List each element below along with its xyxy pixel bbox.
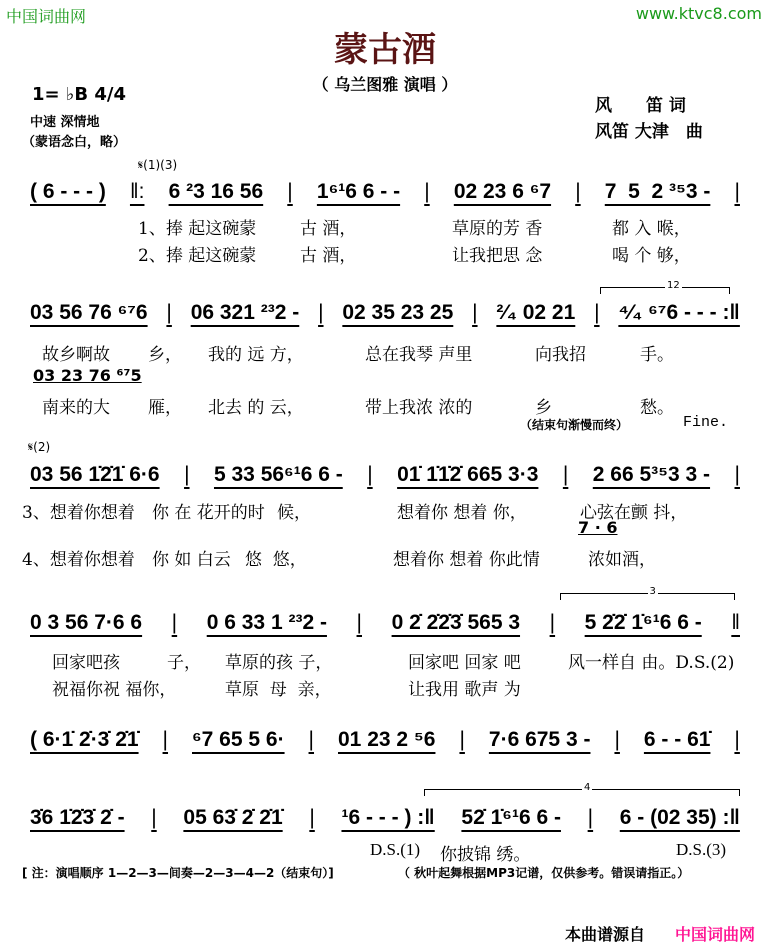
measure: 02 23 6 ⁶7 xyxy=(453,180,552,203)
barline: | xyxy=(287,180,293,203)
transcription-credit: （ 秋叶起舞根据MP3记谱，仅供参考。错误请指正。） xyxy=(398,866,690,880)
measure: 03 56 76 ⁶⁷6 xyxy=(30,301,148,324)
lyric: 子， xyxy=(167,653,201,673)
tuplet-bracket xyxy=(560,586,735,600)
lyric: 你披锦 绣。 xyxy=(440,845,531,865)
barline: | xyxy=(318,301,324,324)
lyric: 2、捧 起这碗蒙 xyxy=(138,246,257,266)
lyric: 故乡啊故 xyxy=(42,345,110,365)
lyric: 回家吧 回家 吧 xyxy=(408,653,521,673)
composer: 风笛 大津 曲 xyxy=(595,122,703,142)
barline: | xyxy=(424,180,430,203)
lyricist: 风 笛 词 xyxy=(595,96,686,116)
lyric: 喝 个 够， xyxy=(612,246,691,266)
lyric: 你 如 白云 xyxy=(152,550,231,570)
measure: 52̇ 1̇⁶¹6 6 - xyxy=(461,806,561,829)
score-line-1 xyxy=(30,180,740,204)
barline: | xyxy=(734,728,740,751)
barline: | xyxy=(356,611,362,634)
lyric: 想着你 想着 你此情 xyxy=(393,550,540,570)
lyric: 古 酒， xyxy=(300,246,357,266)
barline: | xyxy=(549,611,556,634)
score-line-2 xyxy=(30,301,740,325)
ds-mark: D.S.(3) xyxy=(676,840,727,859)
remark: （蒙语念白，略） xyxy=(22,135,127,150)
lyric: 北去 的 云， xyxy=(208,398,304,418)
lyric: 草原的孩 子， xyxy=(225,653,333,673)
lyric: 乡 xyxy=(535,398,552,418)
lyric: 雁， xyxy=(148,398,182,418)
lyric: 我的 远 方， xyxy=(208,345,304,365)
lyric: 3、想着你想着 xyxy=(22,503,135,523)
measure: 0 6 33 1 ²³2 - xyxy=(206,611,327,634)
measure: 5 33 56⁶¹6 6 - xyxy=(213,463,343,486)
bracket-label: 12 xyxy=(667,280,680,291)
measure: 6 - (02 35) :‖ xyxy=(619,806,740,829)
measure: 6 ²3 16 56 xyxy=(168,180,264,203)
lyric: 乡， xyxy=(148,345,182,365)
barline: | xyxy=(575,180,581,203)
key-signature: 1= ♭B 4/4 xyxy=(32,84,126,105)
barline: | xyxy=(459,728,465,751)
measure: ⁶7 65 5 6· xyxy=(192,728,285,751)
barline: | xyxy=(562,463,569,486)
barline: ‖ xyxy=(731,611,740,634)
site-url[interactable]: www.ktvc8.com xyxy=(635,4,762,23)
volta-bracket xyxy=(424,782,740,796)
lyric: 向我招 xyxy=(535,345,586,365)
barline: | xyxy=(171,611,178,634)
measure: 7 5 2 ³⁵3 - xyxy=(604,180,711,203)
measure: 01 23 2 ⁵6 xyxy=(338,728,436,751)
barline: | xyxy=(734,180,740,203)
lyric: 心弦在颤 抖， xyxy=(580,503,688,523)
measure: ¹6 - - - ) :‖ xyxy=(341,806,435,829)
measure: 02 35 23 25 xyxy=(342,301,454,324)
barline: | xyxy=(162,728,169,751)
measure: 5 2̇2̇ 1̇⁶¹6 6 - xyxy=(584,611,702,634)
bracket-label: 4 xyxy=(584,782,591,793)
barline: | xyxy=(734,463,740,486)
lyric: 回家吧孩 xyxy=(52,653,120,673)
lyric: 总在我琴 声里 xyxy=(365,345,473,365)
measure: 0 3 56 7·6 6 xyxy=(30,611,143,634)
barline: | xyxy=(472,301,478,324)
barline: | xyxy=(309,806,315,829)
source-label: 本曲谱源自 xyxy=(565,925,646,944)
ds-mark: D.S.(1) xyxy=(370,840,421,859)
lyric: 你 在 花开的时 xyxy=(152,503,265,523)
lyric: 1、捧 起这碗蒙 xyxy=(138,219,257,239)
measure: 3̇6 1̇2̇3̇ 2̇ - xyxy=(30,806,125,829)
lyric: 悠 悠， xyxy=(245,550,307,570)
measure: ²⁄₄ 02 21 xyxy=(496,301,576,324)
measure: 06 321 ²³2 - xyxy=(190,301,300,324)
barline: | xyxy=(594,301,600,324)
lyric: 草原的芳 香 xyxy=(452,219,543,239)
score-line-4 xyxy=(30,611,740,635)
score-line-5-interlude xyxy=(30,728,740,752)
barline: | xyxy=(587,806,594,829)
alt-notes: 7 · 6 xyxy=(578,518,618,537)
ending-note: （结束句渐慢而终） xyxy=(520,418,629,432)
volta-bracket xyxy=(600,280,730,294)
lyric: 手。 xyxy=(640,345,674,365)
lyric: 南来的大 xyxy=(42,398,110,418)
barline: | xyxy=(614,728,620,751)
performance-order-note: [ 注：演唱顺序 1—2—3—间奏—2—3—4—2（结束句）] xyxy=(22,866,334,880)
lyric: 愁。 xyxy=(640,398,674,418)
measure: 7·6 675 3 - xyxy=(488,728,591,751)
lyric: 浓如酒， xyxy=(588,550,656,570)
alt-notes: 03 23 76 ⁶⁷5 xyxy=(33,366,142,385)
lyric: 带上我浓 浓的 xyxy=(365,398,473,418)
segno-marker: 𝄋(1)(3) xyxy=(138,158,178,172)
song-title: 蒙古酒 xyxy=(334,30,436,70)
measure: 03 56 1̇2̇1̇ 6·6 xyxy=(30,463,160,486)
lyric: 古 酒， xyxy=(300,219,357,239)
lyric: 想着你 想着 你， xyxy=(397,503,527,523)
measure: ( 6·1̇ 2̇·3̇ 2̇1̇ xyxy=(30,728,139,751)
lyric: 让我把思 念 xyxy=(452,246,543,266)
lyric: 让我用 歌声 为 xyxy=(408,680,521,700)
lyric: 候， xyxy=(277,503,311,523)
fine-mark: Fine. xyxy=(683,414,729,431)
measure: ⁴⁄₄ ⁶⁷6 - - - :‖ xyxy=(618,301,740,324)
barline: | xyxy=(166,301,172,324)
measure: 01̇ 1̇1̇2̇ 665 3·3 xyxy=(397,463,539,486)
segno-marker: 𝄋(2) xyxy=(28,440,51,454)
lyric: 祝福你祝 福你， xyxy=(52,680,177,700)
lyric: 风一样自 由。D.S.(2) xyxy=(568,653,735,673)
barline: | xyxy=(308,728,315,751)
singer: （ 乌兰图雅 演唱 ） xyxy=(312,75,458,94)
lyric: 都 入 喉， xyxy=(612,219,691,239)
measure: 1⁶¹6 6 - - xyxy=(316,180,401,203)
measure: ( 6 - - - ) xyxy=(30,180,106,203)
score-line-6 xyxy=(30,806,740,830)
lyric: 草原 母 亲， xyxy=(225,680,332,700)
barline: | xyxy=(151,806,157,829)
measure: 6 - - 61̇ xyxy=(643,728,711,751)
barline: | xyxy=(367,463,373,486)
barline: | xyxy=(184,463,190,486)
measure: 05 63̇ 2̇ 2̇1̇ xyxy=(183,806,283,829)
bracket-label: 3 xyxy=(649,586,656,597)
measure: 0 2̇ 2̇2̇3̇ 565 3 xyxy=(391,611,521,634)
site-name-left: 中国词曲网 xyxy=(6,7,87,26)
repeat-start: ‖: xyxy=(129,180,145,203)
tempo: 中速 深情地 xyxy=(30,115,100,130)
measure: 2 66 5³⁵3 3 - xyxy=(592,463,711,486)
lyric: 4、想着你想着 xyxy=(22,550,135,570)
source-site[interactable]: 中国词曲网 xyxy=(675,925,756,944)
score-line-3 xyxy=(30,463,740,487)
